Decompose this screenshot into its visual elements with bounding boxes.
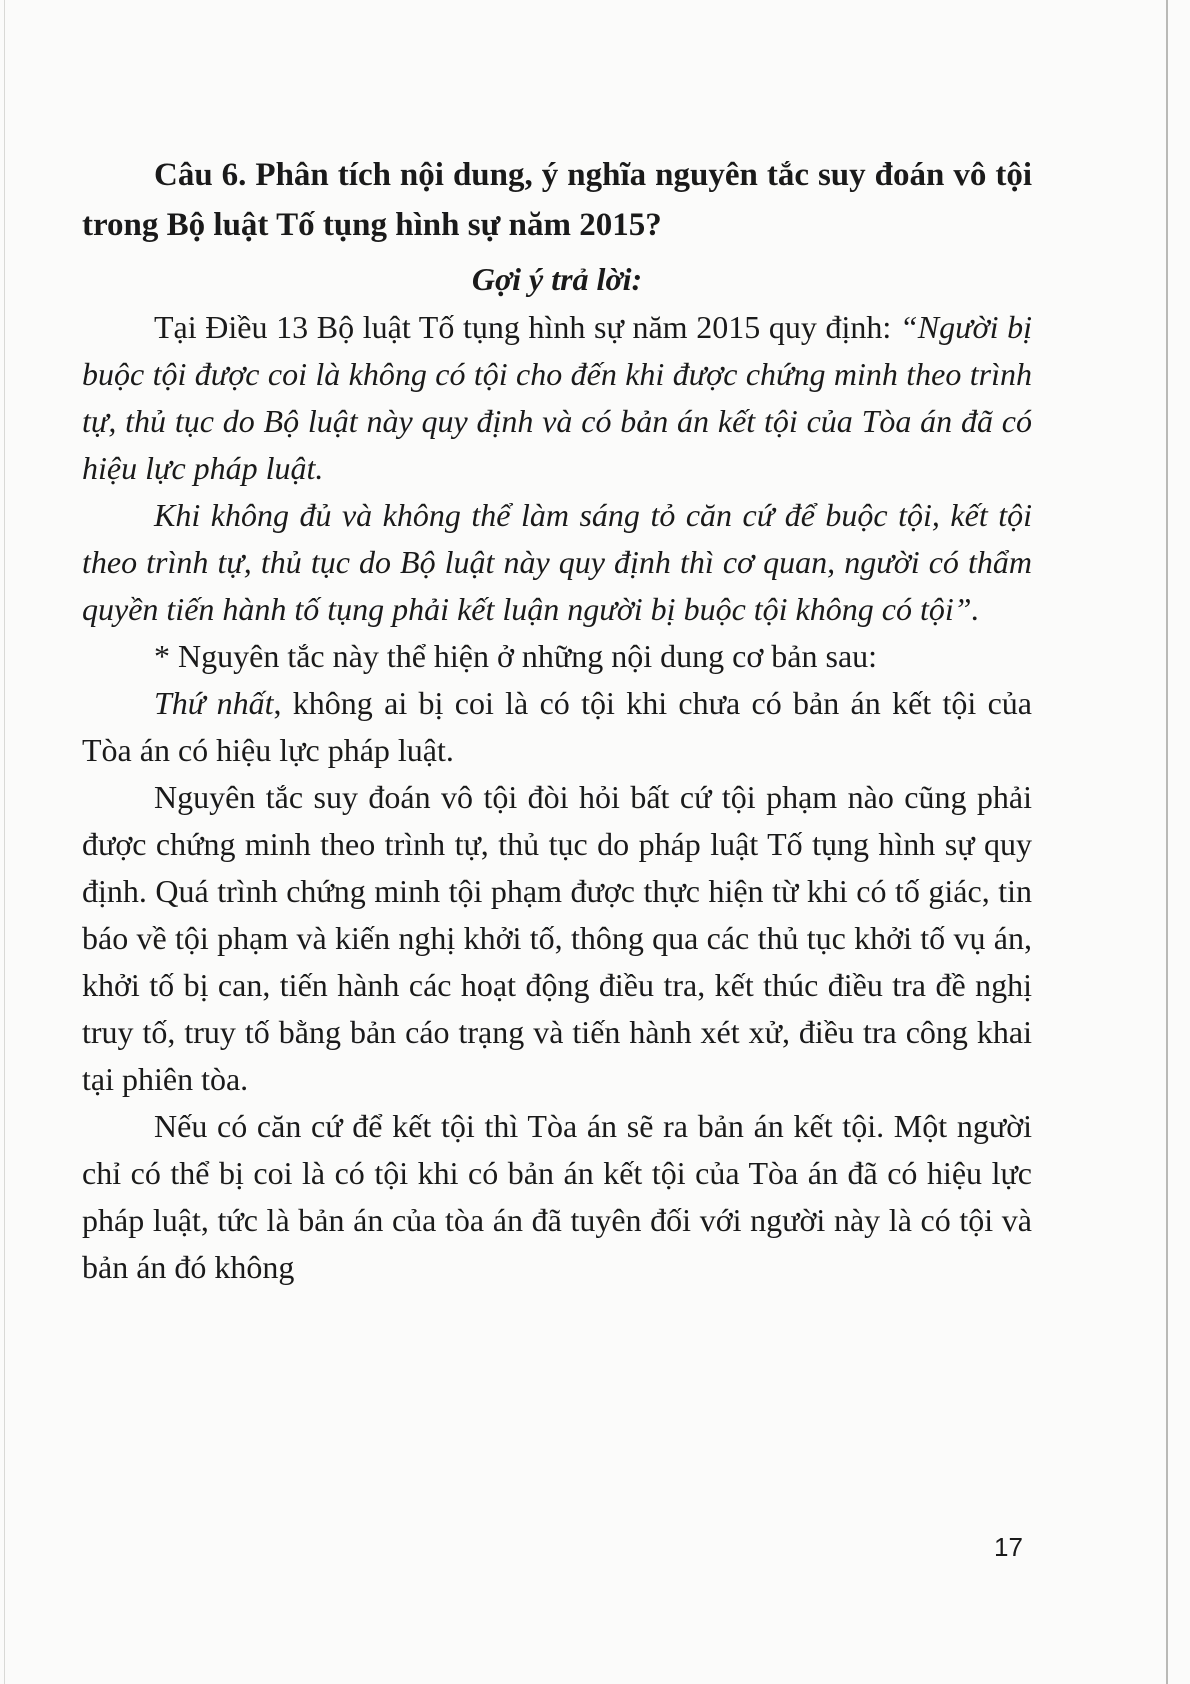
article-quote: “Người bị buộc tội được coi là không có tội cho đến khi được chứng minh theo trình tự, thủ tục do Bộ luật này quy định và có bản án kết tội của Tòa án đã có hiệu lực pháp luật.	[82, 309, 1033, 486]
paragraph-proof-process: Nguyên tắc suy đoán vô tội đòi hỏi bất cứ tội phạm nào cũng phải được chứng minh theo trình tự, thủ tục do pháp luật Tố tụng hình sự quy định. Quá trình chứng minh tội phạm được thực hiện từ khi có tố giác, tin báo về tội phạm và kiến nghị khởi tố, thông qua các thủ tục khởi tố vụ án, khởi tố bị can, tiến hành các hoạt động điều tra, kết thúc điều tra đề nghị truy tố, truy tố bằng bản cáo trạng và tiến hành xét xử, điều tra công khai tại phiên tòa.	[82, 779, 1032, 1097]
page-content	[82, 150, 1032, 1291]
paragraph-first-point	[82, 680, 1032, 774]
article-intro: Tại Điều 13 Bộ luật Tố tụng hình sự năm 2015 quy định:	[154, 309, 900, 345]
page-number: 17	[994, 1532, 1023, 1562]
page-right-edge	[1166, 0, 1168, 1684]
first-point-text: , không ai bị coi là có tội khi chưa có bản án kết tội của Tòa án có hiệu lực pháp luật.	[82, 685, 1033, 768]
paragraph-principle-intro: * Nguyên tắc này thể hiện ở những nội dung cơ bản sau:	[154, 638, 878, 674]
question-heading: Câu 6. Phân tích nội dung, ý nghĩa nguyên tắc suy đoán vô tội trong Bộ luật Tố tụng hình sự năm 2015?	[82, 157, 1032, 243]
paragraph-article-13	[82, 304, 1032, 492]
answer-hint-heading: Gợi ý trả lời:	[471, 261, 643, 297]
page-left-edge	[4, 0, 5, 1684]
first-point-label: Thứ nhất	[154, 685, 274, 721]
paragraph-article-13-clause-2: Khi không đủ và không thể làm sáng tỏ căn cứ để buộc tội, kết tội theo trình tự, thủ tục do Bộ luật này quy định thì cơ quan, người có thẩm quyền tiến hành tố tụng phải kết luận người bị buộc tội không có tội”.	[82, 497, 1032, 627]
paragraph-conviction: Nếu có căn cứ để kết tội thì Tòa án sẽ ra bản án kết tội. Một người chỉ có thể bị coi là có tội khi có bản án kết tội của Tòa án đã có hiệu lực pháp luật, tức là bản án của tòa án đã tuyên đối với người này là có tội và bản án đó không	[82, 1108, 1032, 1285]
